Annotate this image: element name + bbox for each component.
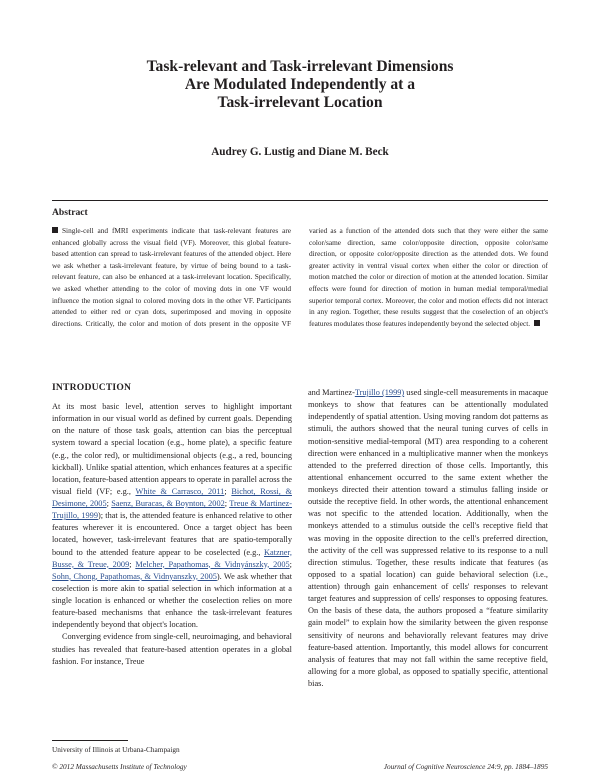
title-line: Task-relevant and Task-irrelevant Dimensions <box>146 58 454 75</box>
abstract-heading: Abstract <box>52 207 88 218</box>
abstract-text: Single-cell and fMRI experiments indicate that task-relevant features are enhanced globally across the visual field (VF). Moreover, this global feature-based attention can spread to task-irrelevant features of the attended object. Here we ask whether a task-irrelevant feature, by virtue of being bound to a task-relevant feature, can also be enhanced at a task-irrelevant location. Specifically, we asked whether attending to the color of moving dots in one VF would influence the motion signal to colored moving dots in the other VF. Participants attended to either red or cyan dots, superimposed and moving in opposite directions. Critically, the color and motion of dots present in the opposite VF varied as a function of the attended dots such that they were either the same color/same direction, same color/opposite direction, opposite color/same direction, or opposite color/opposite direction as the attended dots. We found greater activity in ventral visual cortex when either the color or direction of motion matched the color or direction of motion at the attended location. Similar effects were found for direction of motion in human medial temporal/medial superior temporal cortex. Moreover, the color and motion effects did not interact in any region. Together, these results suggest that the coselection of an object's features modulates those features independently beyond the selected object. <box>52 226 548 328</box>
citation-link[interactable]: Sohn, Chong, Papathomas, & Vidnyanszky, 2005 <box>52 571 217 581</box>
body-text: and Martinez- <box>308 388 355 397</box>
citation-link[interactable]: Saenz, Buracas, & Boynton, 2002 <box>111 499 225 508</box>
abstract-divider <box>52 200 548 201</box>
citation-link[interactable]: Katzner, Busse, & Treue, 2009 <box>52 547 292 569</box>
abstract-end-square-icon <box>534 320 540 326</box>
citation-separator: ; <box>224 486 232 496</box>
intro-paragraph-continued <box>308 387 548 690</box>
title-line: Task-irrelevant Location <box>217 94 383 111</box>
abstract-start-square-icon <box>52 227 58 233</box>
introduction-heading: INTRODUCTION <box>52 382 132 393</box>
body-text: At its most basic level, attention serves to highlight important information in our visual world as defined by current goals. Depending on the nature of those task goals, attention can bias the perceptual system toward a special location (e.g., home plate), a specific feature (e.g., the color red), or multidimensional objects (e.g., a red, bouncing kickball). Unlike spatial attention, which enhances features at a specific location, feature-based attention appears to operate in parallel across the visual field (VF; e.g., <box>52 402 292 496</box>
abstract-body <box>52 225 548 329</box>
copyright-notice: © 2012 Massachusetts Institute of Technology <box>52 762 187 771</box>
article-title <box>40 58 560 112</box>
body-text: used single-cell measurements in macaque monkeys to show that features can be attentionally modulated independently of spatial attention. Using moving random dot patterns as stimuli, the authors showed that the neural tuning curves of cells in motion-sensitive medial-temporal (MT) area responding to a coherent direction were enhanced in a multiplicative manner when the monkeys attended to the preferred direction of those cells. Importantly, this attentional enhancement occurred to the same extent whether the monkeys directed their attention toward a stimulus falling inside or outside the receptive field. In other words, the attentional enhancement was not specific to the attended location. Additionally, when the monkeys attended to a stimulus outside the cell's receptive field that was moving in the opposite direction to the cell's preferred direction, the activity of the cell was suppressed relative to its response to a null direction stimulus. Together, these results indicate that features (as opposed to a spatial location) can guide behavioral selection (i.e., attention) through gain enhancement of cells' responses to relevant target features and suppression of cells' responses to opposing features. On the basis of these data, the authors proposed a “feature similarity gain model” to explain how the similarity between the given response sensitivity of neurons and behaviorally relevant features may drive feature-based attention. Importantly, this model allows for concurrent analysis of features that may not fall within the same receptive field, allowing for a more global, as opposed to spatially specific, attentional bias. <box>308 388 548 688</box>
footnote-divider <box>52 740 128 741</box>
body-text: ). We ask whether that coselection is more akin to spatial selection in which information at a single location is enhanced or whether the coselection relies on more feature-based mechanisms that enhance the task-irrelevant features independently beyond that object's location. <box>52 571 293 630</box>
author-list: Audrey G. Lustig and Diane M. Beck <box>211 146 389 158</box>
author-affiliation: University of Illinois at Urbana-Champaign <box>52 745 180 754</box>
intro-paragraph <box>52 401 292 631</box>
body-text: ); that is, the attended feature is enhanced relative to other features wherever it is encountered. Once a target object has been located, however, task-irrelevant features that are spatio-temporally bound to the attended feature appear to be coselected (e.g., <box>52 511 292 557</box>
citation-link[interactable]: Treue & Martinez-Trujillo, 1999 <box>52 499 292 521</box>
citation-separator: ; <box>106 499 112 508</box>
citation-separator: ; <box>224 499 230 508</box>
citation-link[interactable]: White & Carrasco, 2011 <box>135 486 225 496</box>
citation-separator: ; <box>129 559 136 569</box>
citation-link[interactable]: Bichot, Rossi, & Desimone, 2005 <box>52 486 292 508</box>
citation-link[interactable]: Trujillo (1999) <box>354 388 405 397</box>
right-column <box>308 387 548 690</box>
citation-separator: ; <box>289 559 292 569</box>
citation-link[interactable]: Melcher, Papathomas, & Vidnyánszky, 2005 <box>135 559 290 569</box>
journal-citation: Journal of Cognitive Neuroscience 24:9, pp. 1884–1895 <box>383 762 548 771</box>
title-line: Are Modulated Independently at a <box>184 76 416 93</box>
intro-paragraph: Converging evidence from single-cell, neuroimaging, and behavioral studies has revealed that feature-based attention operates in a global fashion. For instance, Treue <box>52 632 292 666</box>
left-column <box>52 401 292 668</box>
